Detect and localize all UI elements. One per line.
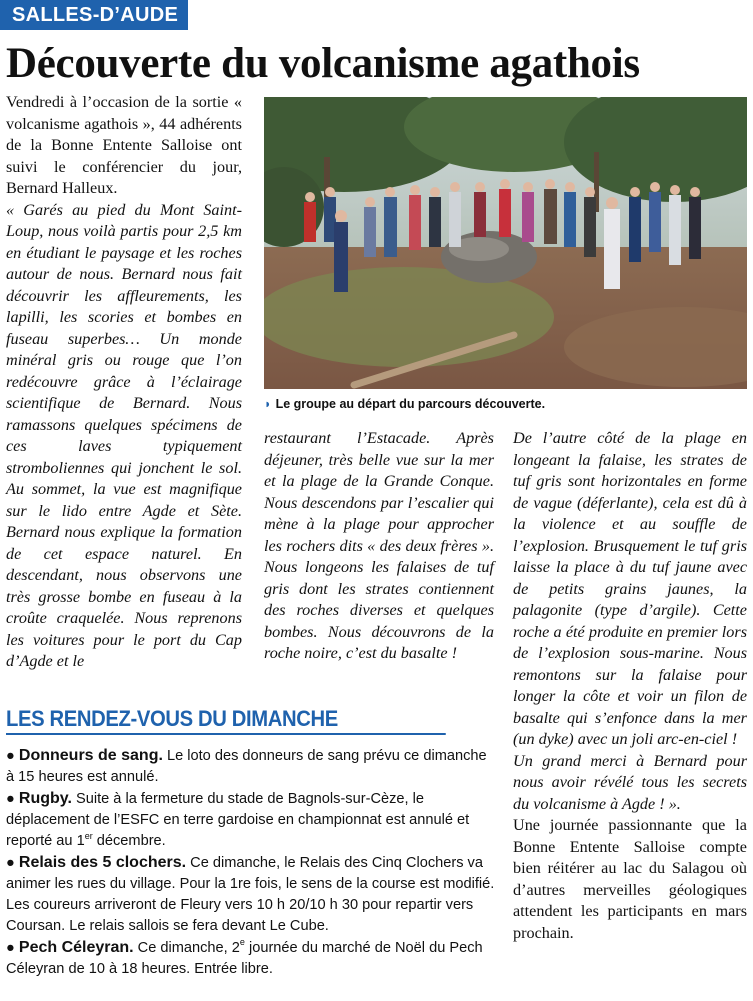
rendez-vous-text: Ce dimanche, le Relais des Cinq Clochers va animer les rues du village. Pour la 1re fois, le sens de la course est modifié. Les coureurs arriveront de Fleury vers 10 h 20/10 h 30 pour repartir vers Coursan. Le relais sallois se fera devant Le Cube. bbox=[6, 855, 495, 934]
bullet-icon: ● bbox=[6, 791, 15, 807]
rendez-vous-item-rugby bbox=[6, 788, 496, 852]
section-rubric: SALLES-D’AUDE bbox=[0, 0, 188, 30]
rendez-vous-title: LES RENDEZ-VOUS DU DIMANCHE bbox=[6, 705, 446, 735]
rendez-vous-text: Suite à la fermeture du stade de Bagnols-sur-Cèze, le déplacement de l’ESFC en terre gardoise en championnat est annulé et reporté au 1 bbox=[6, 791, 470, 849]
rendez-vous-text: Le loto des donneurs de sang prévu ce dimanche à 15 heures est annulé. bbox=[6, 748, 487, 785]
bullet-icon: ● bbox=[6, 940, 15, 956]
caption-marker-icon: ◗ bbox=[264, 397, 272, 411]
article-quote-part-3: De l’autre côté de la plage en longeant la falaise, les strates de tuf gris sont horizontales en forme de vague (déferlante), cela est dû à la violence et au souffle de l’explosion. Brusquement le tuf gris laisse la place à du tuf jaune avec de petits grains jaunes, la palagonite (type d’argile). Cette roche a été produite en premier lors de l’explosion sous-marine. Nous remontons sur la falaise pour longer la côte et voir un filon de basalte qui s’enfonce dans la mer (un dyke) avec un joli arc-en-ciel ! bbox=[513, 429, 747, 748]
article-conclusion: Une journée passionnante que la Bonne Entente Salloise compte bien réitérer au lac du Salagou où d’autres merveilles géologiques attendent les participants en mars prochain. bbox=[513, 816, 747, 942]
superscript: er bbox=[84, 831, 93, 841]
article-column-2 bbox=[264, 428, 494, 665]
article-quote-part-2: restaurant l’Estacade. Après déjeuner, très belle vue sur la mer et la plage de la Grande Conque. Nous descendons par l’escalier qui mène à la plage pour approcher les rochers dits « des deux frères ». Nous longeons les falaises de tuf gris dont les strates contiennent des roches diverses et quelques bombes. Nous découvrons de la roche noire, c’est du basalte ! bbox=[264, 429, 494, 662]
photo-caption-text: Le groupe au départ du parcours découverte. bbox=[275, 397, 546, 411]
group-photo bbox=[264, 97, 747, 389]
rendez-vous-text-tail: décembre. bbox=[92, 833, 166, 849]
bullet-icon: ● bbox=[6, 748, 15, 764]
rendez-vous-item-pech bbox=[6, 937, 496, 980]
rendez-vous-lead: Donneurs de sang. bbox=[18, 747, 163, 764]
rendez-vous-lead: Relais des 5 clochers. bbox=[18, 854, 187, 871]
article-quote-part-1: « Garés au pied du Mont Saint-Loup, nous voilà partis pour 2,5 km en étudiant le paysage et les roches autour de nous. Bernard nous fait découvrir les affleurements, les lapilli, les scories et bombes en fuseau superbes… Un monde minéral gris ou rouge que l’on redécouvre grâce à l’éclairage scientifique de Bernard. Nous ramassons quelques spécimens de ces laves typiquement stromboliennes qui jonchent le sol. Au sommet, la vue est magnifique sur le lido entre Agde et Sète. Bernard nous explique la formation de cet espace naturel. En descendant, nous observons une très grosse bombe en fuseau à la croûte craquelée. Nous reprenons les voitures pour le port du Cap d’Agde et le bbox=[6, 200, 242, 670]
article-column-1 bbox=[6, 92, 242, 673]
group-photo-illustration bbox=[264, 97, 747, 389]
rendez-vous-lead: Rugby. bbox=[18, 790, 72, 807]
article-quote-part-4: Un grand merci à Bernard pour nous avoir révélé tous les secrets du volcanisme à Agde ! ». bbox=[513, 751, 747, 813]
rendez-vous-text-tail: journée du marché de Noël du Pech Céleyran de 10 à 18 heures. Entrée libre. bbox=[6, 940, 483, 977]
rendez-vous-item-relais bbox=[6, 852, 496, 937]
rendez-vous-lead: Pech Céleyran. bbox=[18, 939, 134, 956]
superscript: e bbox=[239, 937, 245, 947]
headline: Découverte du volcanisme agathois bbox=[6, 40, 640, 87]
rendez-vous-list bbox=[6, 745, 496, 980]
bullet-icon: ● bbox=[6, 855, 15, 871]
rendez-vous-item-donneurs bbox=[6, 745, 496, 788]
article-intro: Vendredi à l’occasion de la sortie « volcanisme agathois », 44 adhérents de la Bonne Entente Salloise ont suivi le conférencier du jour, Bernard Halleux. bbox=[6, 93, 242, 197]
article-column-3 bbox=[513, 428, 747, 944]
photo-caption bbox=[264, 396, 747, 412]
rendez-vous-text: Ce dimanche, 2 bbox=[133, 940, 240, 956]
